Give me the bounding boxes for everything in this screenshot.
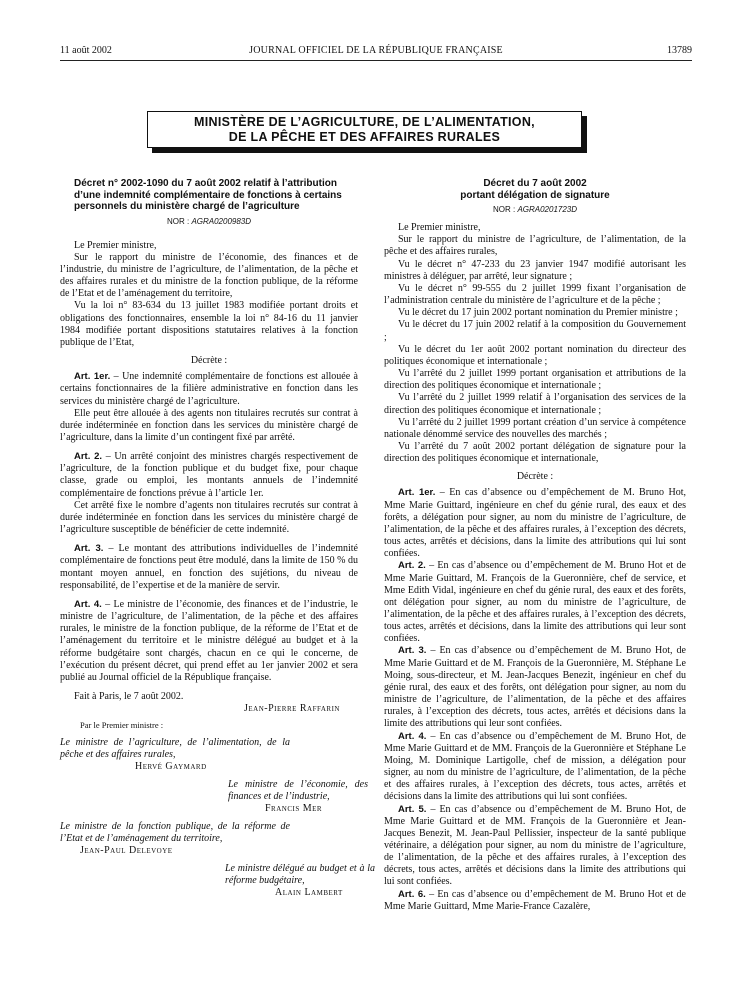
- ministry-heading-line1: MINISTÈRE DE L’AGRICULTURE, DE L’ALIMENTATION,: [194, 115, 535, 129]
- article-text: – En cas d’absence ou d’empêchement de M. Bruno Hot, de Mme Marie Guittard et de MM. François de la Gueronnière et Jean-Jacques Benezit, M. Jean-Paul Pellissier, inspecteur de la santé publique vétérinaire, a délégation pour signer, au nom du ministre de l’agriculture, de l’alimentation, de la pêche et des affaires rurales, à l’exception des décrets, tous actes, arrêtés et décisions dans la limite des attributions qui lui sont confiées.: [384, 803, 686, 888]
- decree-title-line2: portant délégation de signature: [460, 189, 610, 201]
- article-6: [384, 889, 686, 913]
- par-pm: Par le Premier ministre :: [80, 719, 164, 730]
- sig3-title: Le ministre de la fonction publique, de la réforme de l’Etat et de l’aménagement du territoire,: [60, 820, 290, 844]
- decrete-heading: Décrète :: [190, 355, 228, 367]
- nor-reference: [60, 216, 358, 228]
- header-rule: [60, 60, 692, 61]
- paragraph: Vu l’arrêté du 2 juillet 1999 relatif à l’organisation des services de la direction des politiques économique et internationale ;: [384, 392, 686, 416]
- article-text: – Le montant des attributions individuelles de l’indemnité complémentaire de fonctions peut être modulé, dans la limite de 150 % du montant moyen annuel, en fonction des sujétions, du niveau de responsabilité, de l’expertise et de la manière de servir.: [60, 543, 358, 591]
- article-4: [60, 599, 358, 684]
- paragraph: Vu la loi n° 83-634 du 13 juillet 1983 modifiée portant droits et obligations des fonctionnaires, ensemble la loi n° 84-16 du 11 janvier 1984 modifiée portant dispositions statutaires relatives à la fonction publique de l’Etat,: [60, 300, 358, 348]
- decree-title: Décret n° 2002-1090 du 7 août 2002 relatif à l’attribution d’une indemnité complémentaire de fonctions à certains personnels du ministère chargé de l’agriculture: [74, 178, 342, 212]
- article-label: Art. 2.: [398, 560, 426, 572]
- sig1-name: Hervé Gaymard: [135, 760, 207, 772]
- sig1-title: Le ministre de l’agriculture, de l’alimentation, de la pêche et des affaires rurales,: [60, 736, 290, 760]
- article-1: [384, 487, 686, 560]
- fait-line: Fait à Paris, le 7 août 2002.: [74, 690, 184, 702]
- article-1: [60, 371, 358, 407]
- ministry-heading-box: [147, 111, 582, 148]
- sig2-title: Le ministre de l’économie, des finances et de l’industrie,: [228, 778, 368, 802]
- header-date: 11 août 2002: [60, 45, 112, 56]
- article-label: Art. 6.: [398, 888, 426, 900]
- paragraph: Elle peut être allouée à des agents non titulaires recrutés sur contrat à durée indéterminée en fonction dans les services du ministère chargé de l’agriculture, dans la limite d’un contingent fixé par arrêté.: [60, 407, 358, 443]
- paragraph: Vu l’arrêté du 2 juillet 1999 portant organisation et attributions de la direction des politiques économique et internationale ;: [384, 368, 686, 392]
- article-text: – En cas d’absence ou d’empêchement de M. Bruno Hot, de Mme Marie Guittard et de M. François de la Gueronnière, M. Stéphane Le Moing, sous-directeur, et M. Jean-Jacques Benezit, ingénieur en chef du génie rural, des eaux et des forêts, ont délégation pour signer, au nom du ministre de l’agriculture, de l’alimentation, de la pêche et des affaires rurales, à l’exception des décrets, tous actes, arrêtés et décisions dans la limite des attributions qui leur sont confiées.: [384, 645, 686, 730]
- paragraph: Sur le rapport du ministre de l’économie, des finances et de l’industrie, du ministre de l’agriculture, de l’alimentation, de la pêche et des affaires rurales et du ministre de la fonction publique, de la réforme de l’Etat et de l’aménagement du territoire,: [60, 251, 358, 300]
- article-label: Art. 3.: [398, 645, 427, 657]
- pm-name: Jean-Pierre Raffarin: [244, 702, 340, 714]
- nor-label: NOR :: [166, 216, 190, 226]
- article-text: – En cas d’absence ou d’empêchement de M. Bruno Hot, Mme Marie Guittard, ingénieure en chef du génie rural, des eaux et des forêts, a délégation pour signer, au nom du ministre de l’agriculture, de l’alimentation, de la pêche et des affaires rurales, à l’exception des décrets, tous actes, arrêtés et décisions, dans la limite des attributions qui lui sont confiées.: [384, 487, 686, 560]
- article-text: – Le ministre de l’économie, des finances et de l’industrie, le ministre de l’agriculture, de l’alimentation, de la pêche et des affaires rurales, le ministre de la fonction publique, de la réforme de l’Etat et de l’aménagement du territoire et le ministre délégué au budget et à la réforme budgétaire sont chargés, chacun en ce qui le concerne, de l’exécution du présent décret, qui prend effet au 1er janvier 2002 et sera publié au Journal officiel de la République française.: [60, 598, 358, 683]
- article-text: – En cas d’absence ou d’empêchement de M. Bruno Hot et de Mme Marie Guittard, M. François de la Gueronnière, chef de service, et Mme Edith Vidal, ingénieure en chef du génie rural, des eaux et des forêts, ont délégation pour signer, au nom du ministre de l’agriculture, de l’alimentation, de la pêche et des affaires rurales, à l’exception des décrets, tous actes, arrêtés et décisions, dans la limite des attributions qui leur sont confiées.: [384, 560, 686, 645]
- article-text: – Un arrêté conjoint des ministres chargés respectivement de l’agriculture, de la fonction publique et du budget fixe, pour chaque classe, grade ou emploi, les montants annuels de l’indemnité complémentaire de fonctions prévue à l’article 1er.: [60, 451, 358, 499]
- paragraph: Vu le décret du 17 juin 2002 relatif à la composition du Gouvernement ;: [384, 319, 686, 343]
- decree-title-line1: Décret du 7 août 2002: [483, 178, 587, 189]
- article-label: Art. 1er.: [398, 487, 436, 499]
- paragraph: Vu l’arrêté du 2 juillet 1999 portant création d’un service à compétence nationale dénommé service des nouvelles des marchés ;: [384, 416, 686, 440]
- paragraph: Le Premier ministre,: [398, 222, 481, 234]
- decrete-heading: Décrète :: [516, 471, 554, 483]
- paragraph: Vu le décret du 1er août 2002 portant nomination du directeur des politiques économique et internationale ;: [384, 343, 686, 367]
- article-label: Art. 5.: [398, 803, 427, 815]
- paragraph: Le Premier ministre,: [74, 239, 157, 251]
- sig2-name: Francis Mer: [265, 802, 323, 814]
- article-label: Art. 3.: [74, 543, 104, 555]
- paragraph: Cet arrêté fixe le nombre d’agents non titulaires recrutés sur contrat à durée indéterminée en fonction dans les services du ministère chargé de l’agriculture susceptible de bénéficier de cette indemnité.: [60, 499, 358, 536]
- article-5: [384, 804, 686, 889]
- article-label: Art. 1er.: [74, 371, 111, 383]
- paragraph: Vu l’arrêté du 7 août 2002 portant délégation de signature pour la direction des politiques économique et internationale,: [384, 440, 686, 465]
- nor-code: AGRA0201723D: [517, 205, 578, 214]
- article-text: – En cas d’absence ou d’empêchement de M. Bruno Hot, de Mme Marie Guittard et de MM. François de la Gueronnière et Stéphane Le Moing, M. Dominique Lartigolle, chef de mission, a délégation pour signer, au nom du ministre de l’agriculture, de l’alimentation, de la pêche et des affaires rurales, à l’exception des décrets, tous actes, arrêtés et décisions dans la limite des attributions qui lui sont confiées.: [384, 730, 686, 803]
- article-label: Art. 4.: [74, 598, 102, 610]
- paragraph: Vu le décret n° 47-233 du 23 janvier 1947 modifié autorisant les ministres à déléguer, par arrêté, leur signature ;: [384, 258, 686, 282]
- article-label: Art. 2.: [74, 451, 103, 463]
- paragraph: Vu le décret n° 99-555 du 2 juillet 1999 fixant l’organisation de l’administration centrale du ministère de l’agriculture et de la pêche ;: [384, 282, 686, 307]
- article-text: – En cas d’absence ou d’empêchement de M. Bruno Hot et de Mme Marie Guittard, Mme Marie-France Cazalère,: [384, 888, 686, 912]
- header-journal-title: JOURNAL OFFICIEL DE LA RÉPUBLIQUE FRANÇAISE: [249, 45, 503, 56]
- signature-block: [60, 690, 375, 899]
- article-3: [60, 543, 358, 592]
- page-header: [60, 45, 692, 59]
- header-page-number: 13789: [667, 45, 692, 56]
- paragraph: Sur le rapport du ministre de l’agriculture, de l’alimentation, de la pêche et des affaires rurales,: [384, 234, 686, 258]
- article-4: [384, 731, 686, 804]
- article-3: [384, 645, 686, 730]
- nor-code: AGRA0200983D: [191, 216, 252, 226]
- sig3-name: Jean-Paul Delevoye: [80, 844, 173, 856]
- paragraph: Vu le décret du 17 juin 2002 portant nomination du Premier ministre ;: [398, 307, 678, 319]
- sig4-title: Le ministre délégué au budget et à la réforme budgétaire,: [225, 862, 375, 886]
- nor-label: NOR :: [492, 205, 516, 214]
- article-2: [384, 560, 686, 645]
- nor-reference: [384, 204, 686, 216]
- article-label: Art. 4.: [398, 730, 427, 742]
- ministry-heading-line2: DE LA PÊCHE ET DES AFFAIRES RURALES: [228, 130, 501, 144]
- left-column: [60, 178, 375, 899]
- article-text: – Une indemnité complémentaire de fonctions est allouée à certains fonctionnaires de la filière administrative en fonction dans les services du ministère chargé de l’agriculture.: [60, 371, 358, 407]
- right-column: [384, 178, 686, 913]
- article-2: [60, 451, 358, 500]
- sig4-name: Alain Lambert: [275, 886, 343, 898]
